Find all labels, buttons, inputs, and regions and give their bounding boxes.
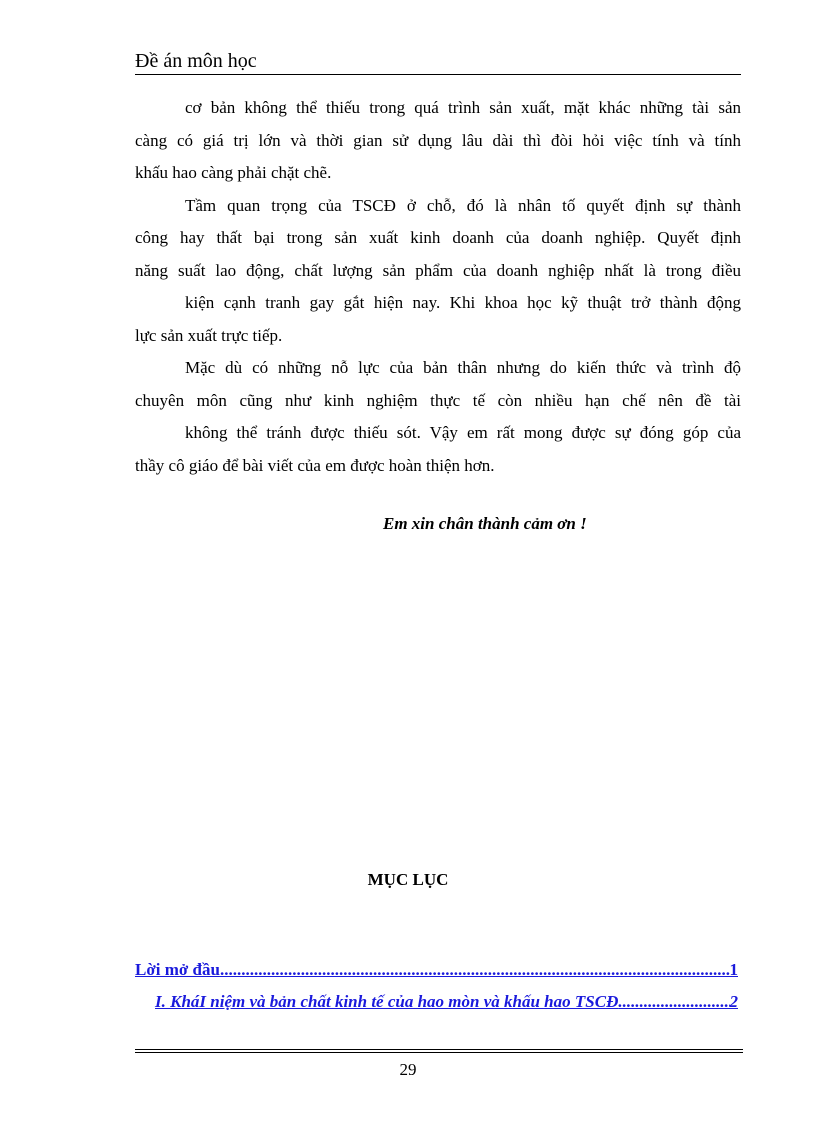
- body-line: cơ bản không thể thiếu trong quá trình sản xuất, mặt khác những tài sản: [185, 98, 741, 117]
- body-line: năng suất lao động, chất lượng sản phẩm của doanh nghiệp nhất là trong điều: [135, 260, 741, 280]
- body-line: Tầm quan trọng của TSCĐ ở chỗ, đó là nhân tố quyết định sự thành: [185, 195, 741, 215]
- toc-leader-dots: [220, 958, 730, 982]
- body-line: lực sản xuất trực tiếp.: [135, 325, 283, 345]
- body-line: công hay thất bại trong sản xuất kinh doanh của doanh nghiệp. Quyết định: [135, 228, 741, 247]
- body-line: khấu hao càng phải chặt chẽ.: [135, 163, 332, 182]
- closing-line: Em xin chân thành cảm ơn !: [383, 514, 587, 533]
- footer-rule: [135, 1052, 743, 1053]
- page-header-title: Đề án môn học: [135, 50, 257, 72]
- body-line: không thể tránh được thiếu sót. Vậy em rất mong được sự đóng góp của: [185, 423, 741, 442]
- body-line: Mặc dù có những nỗ lực của bản thân nhưng do kiến thức và trình độ: [185, 358, 741, 377]
- toc-entry-label: I. KháI niệm và bản chất kinh tế của hao mòn và khấu hao TSCĐ: [155, 992, 619, 1011]
- toc-entry-label: Lời mở đầu: [135, 960, 220, 979]
- toc-entry-page: 2: [729, 992, 738, 1011]
- page-number: 29: [399, 1060, 417, 1079]
- header-rule: [135, 74, 741, 75]
- toc-entry-chapter-1[interactable]: [155, 990, 738, 1014]
- body-line: thầy cô giáo để bài viết của em được hoàn thiện hơn.: [135, 455, 495, 475]
- body-line: kiện cạnh tranh gay gắt hiện nay. Khi khoa học kỹ thuật trở thành động: [185, 293, 741, 312]
- toc-entry-page: 1: [729, 960, 738, 979]
- toc-entry-loi-mo-dau[interactable]: [135, 958, 738, 982]
- body-line: càng có giá trị lớn và thời gian sử dụng lâu dài thì đòi hỏi việc tính và tính: [135, 130, 741, 150]
- body-line: chuyên môn cũng như kinh nghiệm thực tế còn nhiều hạn chế nên đề tài: [135, 390, 741, 410]
- toc-leader-dots: [618, 990, 729, 1014]
- footer-rule: [135, 1049, 743, 1050]
- body-text: [135, 92, 741, 482]
- toc-title: MỤC LỤC: [367, 870, 449, 889]
